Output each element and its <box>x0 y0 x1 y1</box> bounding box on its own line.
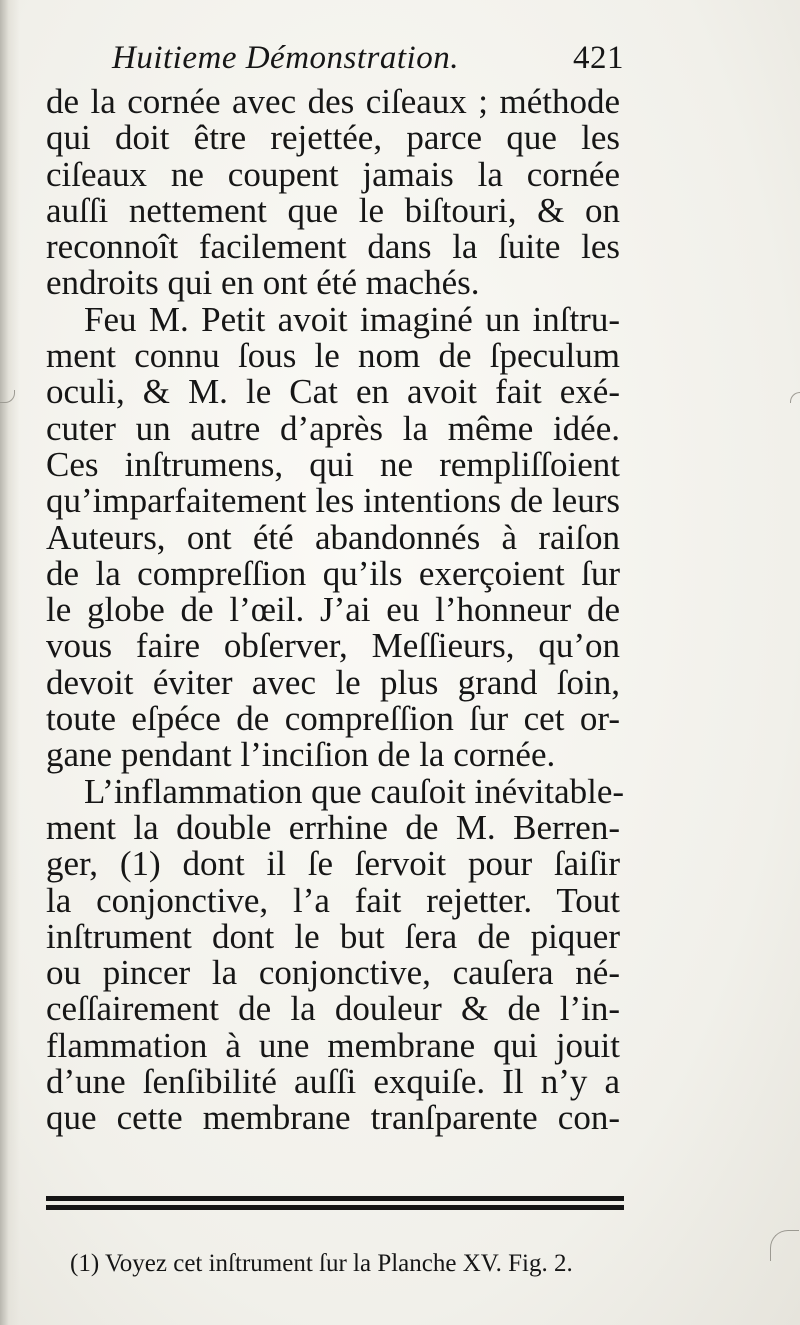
text-line: ger, (1) dont il ſe ſervoit pour ſaiſir <box>46 844 620 884</box>
text-line: toute eſpéce de compreſſion ſur cet or- <box>46 699 620 739</box>
text-line: ciſeaux ne coupent jamais la cornée <box>46 154 620 194</box>
text-line: auſſi nettement que le biſtouri, & on <box>46 190 620 230</box>
text-line: de la cornée avec des ciſeaux ; méthode <box>46 82 620 121</box>
rule-bar <box>46 1205 624 1210</box>
text-line: ceſſairement de la douleur & de l’in- <box>46 989 620 1029</box>
margin-mark <box>790 392 800 403</box>
text-line: inſtrument dont le but ſera de piquer <box>46 916 620 956</box>
text-line: ment la double errhine de M. Berren- <box>46 807 620 847</box>
page-number: 421 <box>573 40 624 76</box>
text-line: d’une ſenſibilité auſſi exquiſe. Il n’y a <box>46 1062 620 1102</box>
text-line: gane pendant l’inciſion de la cornée. <box>46 735 556 775</box>
text-line: devoit éviter avec le plus grand ſoin, <box>46 662 620 702</box>
footnote: (1) Voyez cet inſtrument ſur la Planche XV. Fig. 2. <box>70 1250 573 1277</box>
text-line: reconnoît facilement dans la ſuite les <box>46 227 620 267</box>
margin-mark <box>770 1230 799 1261</box>
text-line: flammation à une membrane qui jouit <box>46 1025 620 1065</box>
text-line: ment connu ſous le nom de ſpeculum <box>46 336 620 376</box>
text-line: L’inflammation que cauſoit inévitable- <box>84 771 625 811</box>
text-line: oculi, & M. le Cat en avoit fait exé- <box>46 372 620 412</box>
text-line: ou pincer la conjonctive, cauſera né- <box>46 953 620 993</box>
body-text <box>46 82 625 1138</box>
text-line: endroits qui en ont été machés. <box>46 263 480 303</box>
text-line: Ces inſtrumens, qui ne rempliſſoient <box>46 444 620 484</box>
text-line: le globe de l’œil. J’ai eu l’honneur de <box>46 590 620 630</box>
text-line: vous faire obſerver, Meſſieurs, qu’on <box>46 626 620 666</box>
running-title: Huitieme Démonstration. <box>112 40 459 76</box>
footnote-rule <box>46 1196 624 1212</box>
text-line: que cette membrane tranſparente con- <box>46 1098 620 1138</box>
text-line: Auteurs, ont été abandonnés à raiſon <box>46 517 620 557</box>
text-line: de la compreſſion qu’ils exerçoient ſur <box>46 553 620 593</box>
text-line: la conjonctive, l’a fait rejetter. Tout <box>46 880 620 920</box>
rule-bar <box>46 1196 624 1201</box>
text-line: cuter un autre d’après la même idée. <box>46 408 620 448</box>
text-line: qui doit être rejettée, parce que les <box>46 118 620 158</box>
running-head <box>112 40 624 88</box>
page-gutter-shadow <box>0 0 20 1325</box>
text-line: Feu M. Petit avoit imaginé un inſtru- <box>84 299 620 339</box>
text-line: qu’imparfaitement les intentions de leurs <box>46 481 620 521</box>
